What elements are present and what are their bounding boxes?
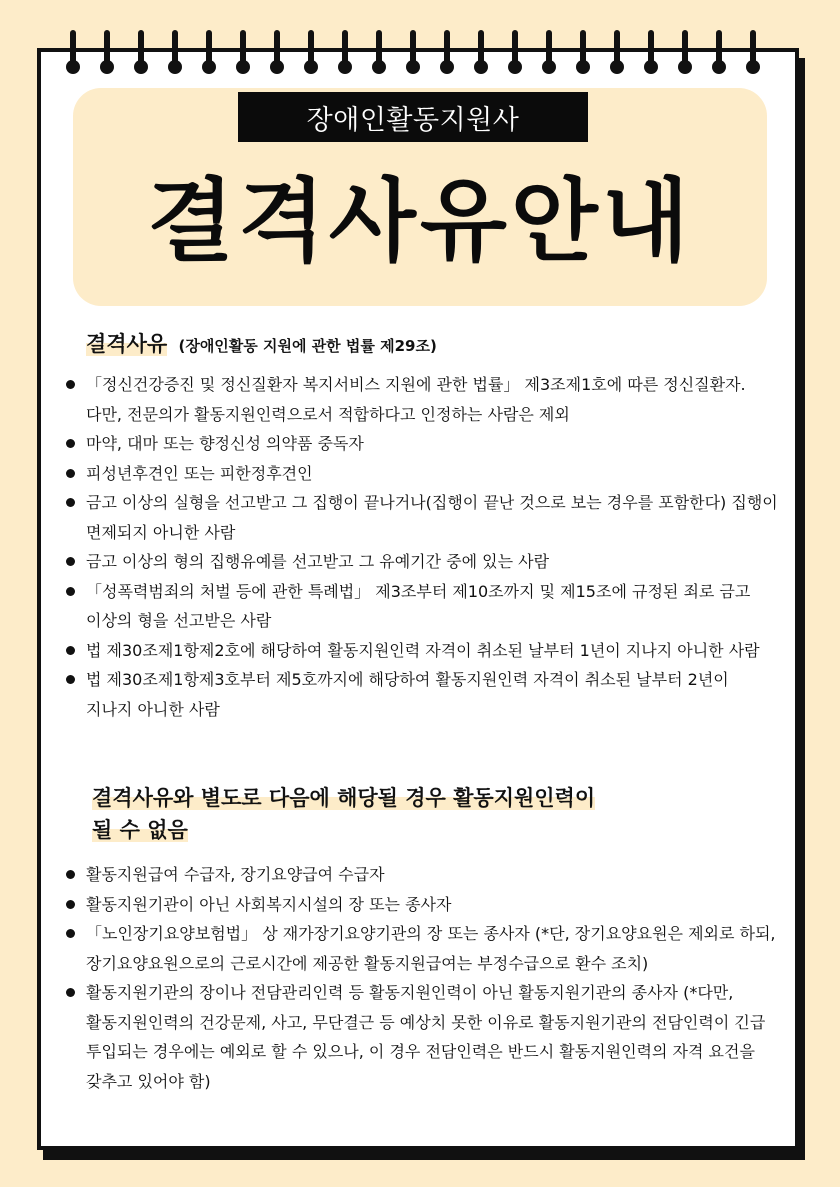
list-item: 마약, 대마 또는 향정신성 의약품 중독자 [66,429,778,459]
binding-ring [104,30,110,66]
list-item: 활동지원기관의 장이나 전담관리인력 등 활동지원인력이 아닌 활동지원기관의 종사자 (*다만, 활동지원인력의 건강문제, 사고, 무단결근 등 예상치 못한 이유로 활동지원기관의 전담인력이 긴급 투입되는 경우에는 예외로 할 수 있으나, 이 경우 전담인력은 반드시 활동지원인력의 자격 요건을 갖추고 있어야 함) [66,978,778,1096]
section-heading-line1: 결격사유와 별도로 다음에 해당될 경우 활동지원인력이 [92,786,596,810]
binding-ring [750,30,756,66]
list-item: 활동지원기관이 아닌 사회복지시설의 장 또는 종사자 [66,890,778,920]
subtitle-banner: 장애인활동지원사 [238,92,588,142]
binding-ring [682,30,688,66]
page-title: 결격사유안내 [147,169,693,274]
binding-ring [478,30,484,66]
binding-ring [70,30,76,66]
binding-ring [138,30,144,66]
binding-ring [172,30,178,66]
binding-ring [410,30,416,66]
binding-ring [274,30,280,66]
binding-ring [512,30,518,66]
binding-ring [648,30,654,66]
binding-ring [342,30,348,66]
list-item: 「정신건강증진 및 정신질환자 복지서비스 지원에 관한 법률」 제3조제1호에 따른 정신질환자. 다만, 전문의가 활동지원인력으로서 적합하다고 인정하는 사람은 제외 [66,370,778,429]
spiral-binding [37,30,799,80]
binding-ring [240,30,246,66]
list-item: 금고 이상의 실형을 선고받고 그 집행이 끝나거나(집행이 끝난 것으로 보는 경우를 포함한다) 집행이 면제되지 아니한 사람 [66,488,778,547]
binding-ring [580,30,586,66]
list-item: 법 제30조제1항제2호에 해당하여 활동지원인력 자격이 취소된 날부터 1년이 지나지 아니한 사람 [66,636,778,666]
binding-ring [546,30,552,66]
section-heading-note: (장애인활동 지원에 관한 법률 제29조) [178,337,437,355]
section-heading-line2: 될 수 없음 [92,818,188,842]
section-heading-disqualification [86,328,437,358]
list-item: 「성폭력범죄의 처벌 등에 관한 특례법」 제3조부터 제10조까지 및 제15조에 규정된 죄로 금고 이상의 형을 선고받은 사람 [66,577,778,636]
list-item: 피성년후견인 또는 피한정후견인 [66,459,778,489]
binding-ring [206,30,212,66]
binding-ring [308,30,314,66]
list-item: 활동지원급여 수급자, 장기요양급여 수급자 [66,860,778,890]
binding-ring [376,30,382,66]
additional-restrictions-list [66,860,778,1096]
list-item: 금고 이상의 형의 집행유예를 선고받고 그 유예기간 중에 있는 사람 [66,547,778,577]
list-item: 법 제30조제1항제3호부터 제5호까지에 해당하여 활동지원인력 자격이 취소된 날부터 2년이 지나지 아니한 사람 [66,665,778,724]
section-heading-additional [92,782,752,846]
disqualification-list [66,370,778,724]
binding-ring [614,30,620,66]
binding-ring [716,30,722,66]
binding-ring [444,30,450,66]
section-heading-text: 결격사유 [86,332,168,356]
list-item: 「노인장기요양보험법」 상 재가장기요양기관의 장 또는 종사자 (*단, 장기요양요원은 제외로 하되, 장기요양요원으로의 근로시간에 제공한 활동지원급여는 부정수급으로 환수 조치) [66,919,778,978]
